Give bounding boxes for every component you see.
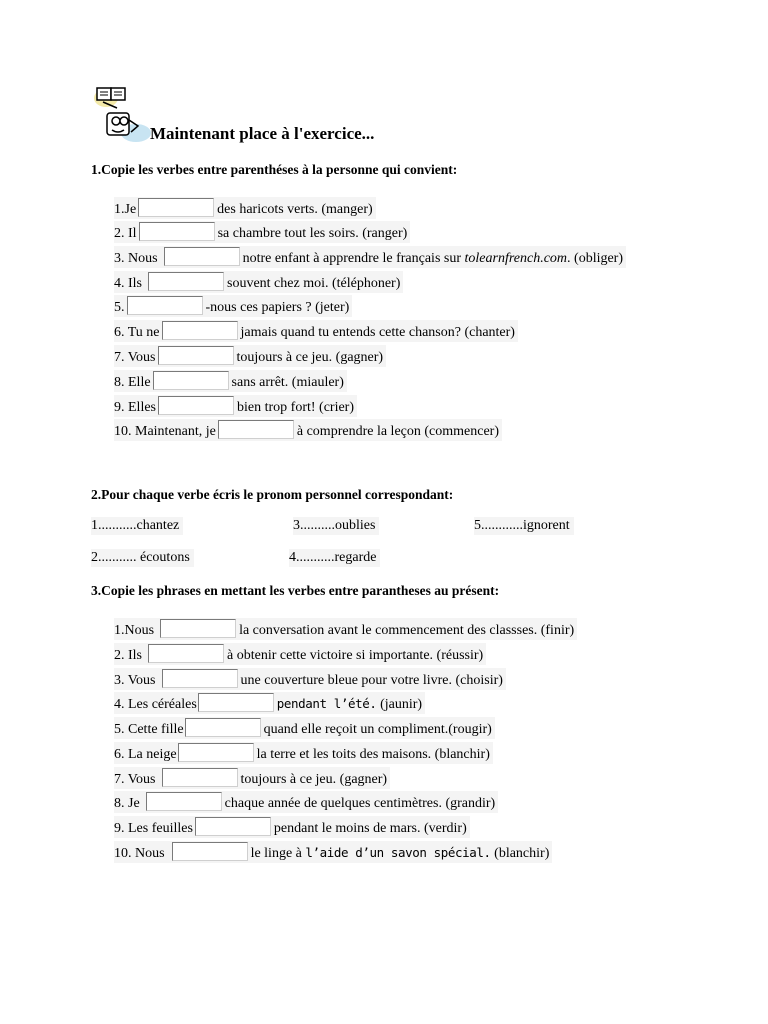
answer-input[interactable] <box>138 198 214 217</box>
s1-item-2: 2. Il sa chambre tout les soirs. (ranger) <box>114 221 410 243</box>
s3-item-1: 1.Nous la conversation avant le commencement des classses. (finir) <box>114 618 577 640</box>
s1-item-9: 9. Elles bien trop fort! (crier) <box>114 395 357 417</box>
answer-input[interactable] <box>158 346 234 365</box>
s3-item-10: 10. Nous le linge à l’aide d’un savon spécial. (blanchir) <box>114 841 552 863</box>
answer-input[interactable] <box>195 817 271 836</box>
pronoun-item: 2........... écoutons <box>91 549 194 567</box>
section-1-heading: 1.Copie les verbes entre parenthéses à la personne qui convient: <box>91 162 458 177</box>
s3-item-7: 7. Vous toujours à ce jeu. (gagner) <box>114 767 390 789</box>
website-name: tolearnfrench.com <box>464 251 568 266</box>
s3-item-8: 8. Je chaque année de quelques centimètres. (grandir) <box>114 791 498 813</box>
s1-item-4: 4. Ils souvent chez moi. (téléphoner) <box>114 271 403 293</box>
s3-item-6: 6. La neige la terre et les toits des maisons. (blanchir) <box>114 742 493 764</box>
s3-item-2: 2. Ils à obtenir cette victoire si importante. (réussir) <box>114 643 486 665</box>
answer-input[interactable] <box>162 669 238 688</box>
s3-item-5: 5. Cette fille quand elle reçoit un compliment.(rougir) <box>114 717 495 739</box>
answer-input[interactable] <box>148 644 224 663</box>
pronoun-item: 4...........regarde <box>289 549 380 567</box>
answer-input[interactable] <box>162 768 238 787</box>
pronoun-item: 5............ignorent <box>474 517 574 535</box>
s1-item-3: 3. Nous notre enfant à apprendre le français sur tolearnfrench.com. (obliger) <box>114 246 626 268</box>
pronoun-item: 1...........chantez <box>91 517 183 535</box>
answer-input[interactable] <box>153 371 229 390</box>
answer-input[interactable] <box>158 396 234 415</box>
reading-book-icon <box>92 84 152 142</box>
section-2-heading: 2.Pour chaque verbe écris le pronom personnel correspondant: <box>91 487 454 502</box>
s1-item-1: 1.Je des haricots verts. (manger) <box>114 197 376 219</box>
s1-item-10: 10. Maintenant, je à comprendre la leçon (commencer) <box>114 419 502 441</box>
answer-input[interactable] <box>127 296 203 315</box>
pronoun-item: 3..........oublies <box>293 517 379 535</box>
s3-item-3: 3. Vous une couverture bleue pour votre livre. (choisir) <box>114 668 506 690</box>
answer-input[interactable] <box>160 619 236 638</box>
s1-item-6: 6. Tu ne jamais quand tu entends cette chanson? (chanter) <box>114 320 518 342</box>
s1-item-5: 5. -nous ces papiers ? (jeter) <box>114 295 352 317</box>
s3-item-4: 4. Les céréales pendant l’été. (jaunir) <box>114 692 425 714</box>
answer-input[interactable] <box>162 321 238 340</box>
s3-item-9: 9. Les feuilles pendant le moins de mars. (verdir) <box>114 816 470 838</box>
s1-item-7: 7. Vous toujours à ce jeu. (gagner) <box>114 345 386 367</box>
answer-input[interactable] <box>198 693 274 712</box>
answer-input[interactable] <box>185 718 261 737</box>
answer-input[interactable] <box>139 222 215 241</box>
answer-input[interactable] <box>218 420 294 439</box>
page-title: Maintenant place à l'exercice... <box>150 124 375 143</box>
answer-input[interactable] <box>172 842 248 861</box>
answer-input[interactable] <box>164 247 240 266</box>
section-3-heading: 3.Copie les phrases en mettant les verbes entre parantheses au présent: <box>91 583 500 598</box>
answer-input[interactable] <box>178 743 254 762</box>
s1-item-8: 8. Elle sans arrêt. (miauler) <box>114 370 347 392</box>
answer-input[interactable] <box>148 272 224 291</box>
answer-input[interactable] <box>146 792 222 811</box>
